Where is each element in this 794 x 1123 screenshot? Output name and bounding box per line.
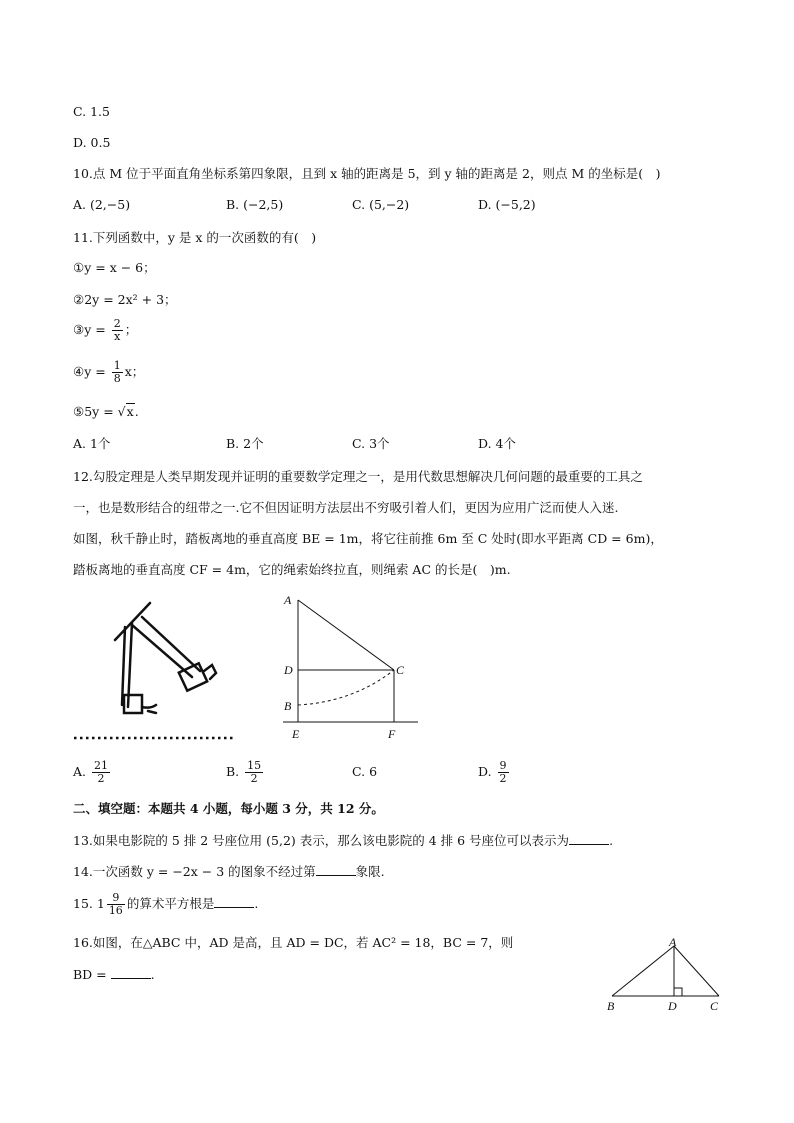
label-f: F bbox=[388, 727, 396, 741]
q13: 13.如果电影院的 5 排 2 号座位用 (5,2) 表示，那么该电影院的 4 排 6 号座位可以表示为 . bbox=[73, 833, 614, 848]
q11-item-5: ⑤5y = √x. bbox=[73, 404, 139, 419]
fraction: $\frac{9}{16}$ bbox=[108, 891, 123, 917]
label-d: D bbox=[284, 663, 293, 677]
q10-option-d: D. (−5,2) bbox=[478, 197, 536, 212]
q15: 15. 1 $\frac{9}{16}$ 的算术平方根是 . bbox=[73, 891, 259, 917]
fraction: $\frac{15}{2}$ bbox=[247, 759, 262, 785]
label-a: A bbox=[284, 593, 292, 607]
q10-option-c: C. (5,−2) bbox=[352, 197, 410, 212]
answer-blank[interactable] bbox=[569, 832, 609, 845]
q10-option-a: A. (2,−5) bbox=[73, 197, 131, 212]
fraction: $\frac{2}{x}$ bbox=[113, 317, 121, 343]
option-c-prev: C. 1.5 bbox=[73, 104, 110, 119]
q12-line-2: 一，也是数形结合的纽带之一.它不但因证明方法层出不穷吸引着人们，更因为应用广泛而使人入迷. bbox=[73, 500, 619, 515]
fraction: $\frac{9}{2}$ bbox=[499, 759, 507, 785]
dotted-divider bbox=[74, 736, 234, 740]
q14: 14.一次函数 y = −2x − 3 的图象不经过第 象限. bbox=[73, 864, 385, 879]
q10-option-b: B. (−2,5) bbox=[226, 197, 284, 212]
option-d-prev: D. 0.5 bbox=[73, 135, 111, 150]
fraction: $\frac{21}{2}$ bbox=[93, 759, 108, 785]
triangle-abc-figure bbox=[604, 936, 729, 1016]
label-d: D bbox=[668, 999, 677, 1013]
label-a: A bbox=[669, 935, 677, 949]
q12-line-3: 如图，秋千静止时，踏板离地的垂直高度 BE = 1m，将它往前推 6m 至 C 处时(即水平距离 CD = 6m)， bbox=[73, 531, 663, 546]
q11-option-b: B. 2个 bbox=[226, 436, 264, 451]
q11-item-4: ④y = $\frac{1}{8}$ x； bbox=[73, 359, 145, 385]
label-c: C bbox=[710, 999, 719, 1013]
q16-line-1: 16.如图，在△ABC 中，AD 是高，且 AD = DC，若 AC² = 18，BC = 7，则 bbox=[73, 935, 514, 950]
q11-option-d: D. 4个 bbox=[478, 436, 516, 451]
swing-geometry-figure bbox=[278, 590, 428, 740]
label-e: E bbox=[292, 727, 300, 741]
q12-option-c: C. 6 bbox=[352, 764, 378, 779]
swing-illustration bbox=[70, 595, 240, 745]
label-c: C bbox=[396, 663, 405, 677]
q11-item-3: ③y = $\frac{2}{x}$ ； bbox=[73, 317, 138, 343]
q11-item-2: ②2y = 2x² + 3； bbox=[73, 292, 177, 307]
q11-option-a: A. 1个 bbox=[73, 436, 111, 451]
q12-line-4: 踏板离地的垂直高度 CF = 4m，它的绳索始终拉直，则绳索 AC 的长是( )m. bbox=[73, 562, 511, 577]
label-b: B bbox=[607, 999, 615, 1013]
q10-stem: 10.点 M 位于平面直角坐标系第四象限，且到 x 轴的距离是 5，到 y 轴的距离是 2，则点 M 的坐标是( ) bbox=[73, 166, 661, 181]
q12-option-a: A. $\frac{21}{2}$ bbox=[73, 759, 108, 785]
q16-line-2: BD = . bbox=[73, 967, 155, 982]
q11-item-1: ①y = x − 6； bbox=[73, 260, 156, 275]
q11-stem: 11.下列函数中，y 是 x 的一次函数的有( ) bbox=[73, 230, 317, 245]
q12-option-d: D. $\frac{9}{2}$ bbox=[478, 759, 507, 785]
answer-blank[interactable] bbox=[214, 895, 254, 908]
section-2-heading: 二、填空题：本题共 4 小题，每小题 3 分，共 12 分。 bbox=[73, 801, 384, 816]
answer-blank[interactable] bbox=[111, 966, 151, 979]
answer-blank[interactable] bbox=[316, 863, 356, 876]
q12-line-1: 12.勾股定理是人类早期发现并证明的重要数学定理之一，是用代数思想解决几何问题的最重要的工具之 bbox=[73, 469, 643, 484]
label-b: B bbox=[284, 699, 292, 713]
q11-option-c: C. 3个 bbox=[352, 436, 390, 451]
q12-option-b: B. $\frac{15}{2}$ bbox=[226, 759, 262, 785]
fraction: $\frac{1}{8}$ bbox=[113, 359, 121, 385]
